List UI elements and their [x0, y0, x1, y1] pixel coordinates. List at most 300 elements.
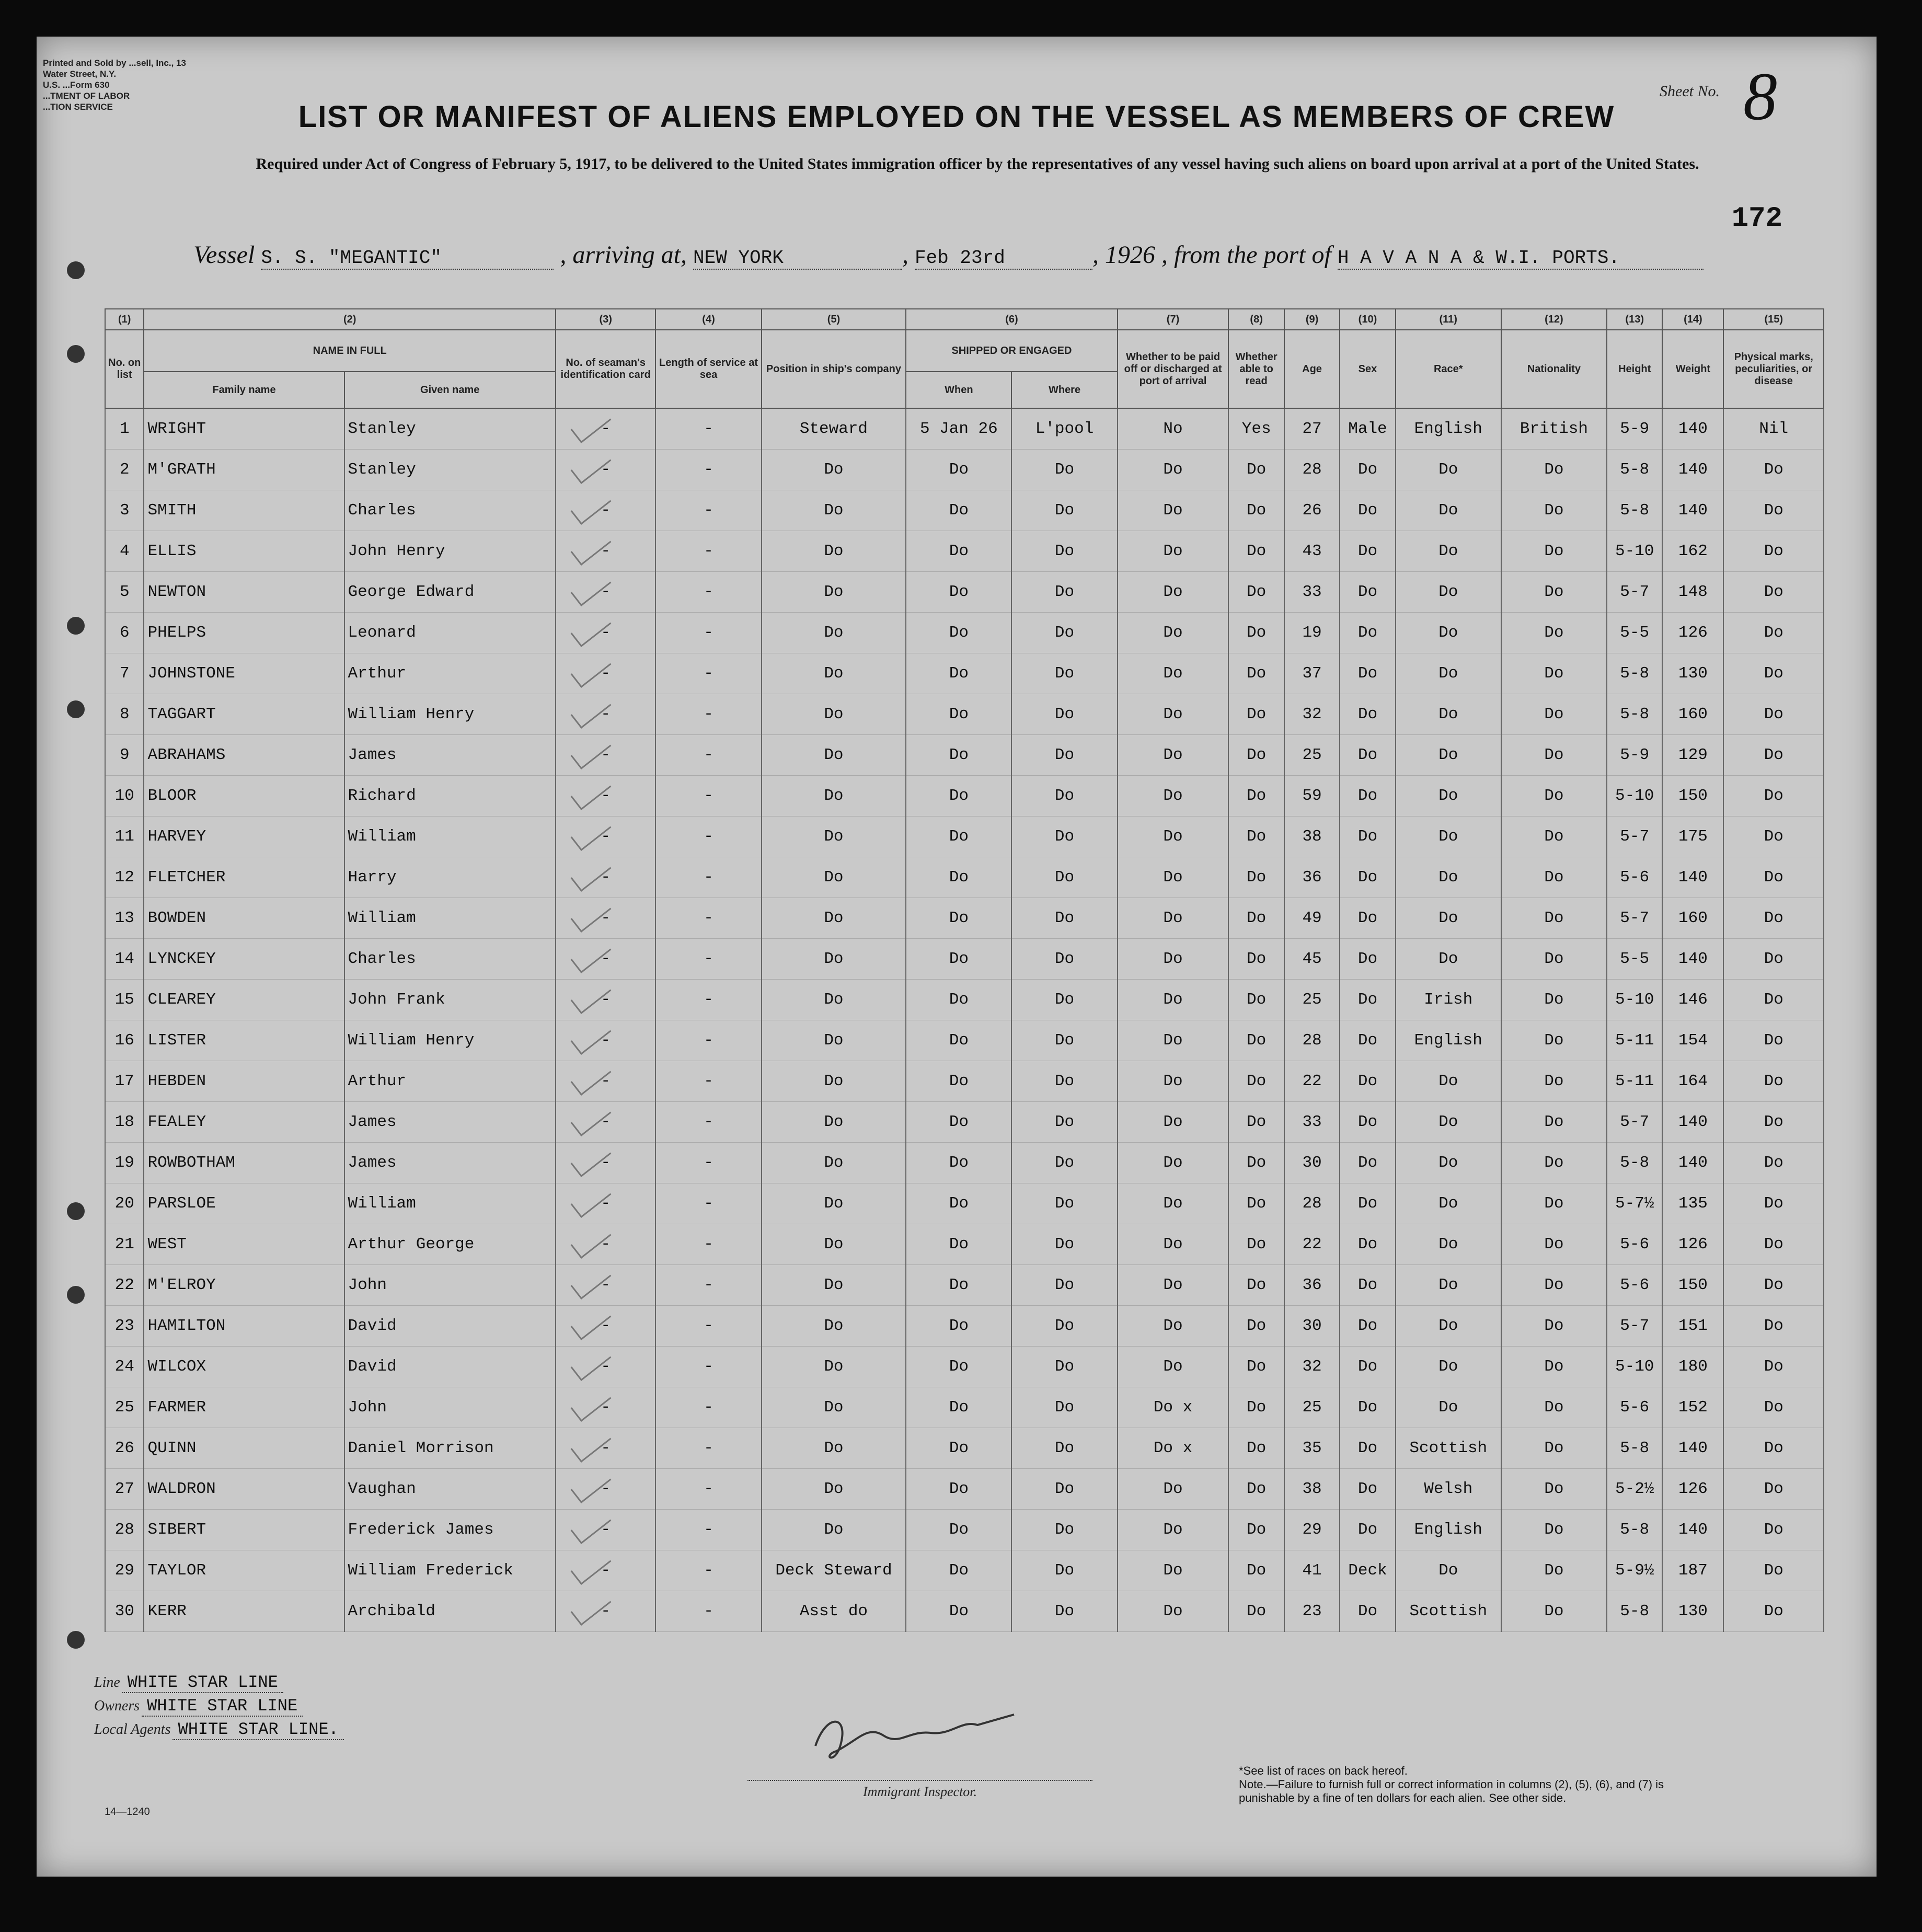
physical-marks-cell: Do — [1723, 572, 1824, 613]
given-name-cell: Harry — [344, 857, 556, 898]
col-header-weight: Weight — [1662, 330, 1723, 408]
shipped-when-cell: Do — [906, 1591, 1011, 1632]
seaman-card-cell: - — [556, 1143, 656, 1183]
age-cell: 25 — [1284, 735, 1340, 776]
arriving-label: , arriving at, — [560, 241, 687, 269]
sex-cell: Do — [1340, 1183, 1395, 1224]
shipped-where-cell: Do — [1011, 490, 1117, 531]
age-cell: 23 — [1284, 1591, 1340, 1632]
able-to-read-cell: Yes — [1228, 408, 1284, 450]
race-cell: Do — [1396, 613, 1501, 653]
sex-cell: Male — [1340, 408, 1395, 450]
service-length-cell: - — [655, 1387, 761, 1428]
col-header-given: Given name — [344, 372, 556, 408]
race-cell: Do — [1396, 1347, 1501, 1387]
shipped-where-cell: Do — [1011, 816, 1117, 857]
family-name-cell: PARSLOE — [144, 1183, 344, 1224]
sex-cell: Do — [1340, 1347, 1395, 1387]
shipped-where-cell: Do — [1011, 1020, 1117, 1061]
weight-cell: 187 — [1662, 1550, 1723, 1591]
nationality-cell: Do — [1501, 1428, 1607, 1469]
paid-off-cell: Do — [1118, 1306, 1229, 1347]
col-header-shipped: SHIPPED OR ENGAGED — [906, 330, 1117, 372]
service-length-cell: - — [655, 980, 761, 1020]
table-row — [105, 1020, 1824, 1061]
row-number-cell: 6 — [105, 613, 144, 653]
sex-cell: Do — [1340, 776, 1395, 816]
physical-marks-cell: Do — [1723, 1510, 1824, 1550]
height-cell: 5-2½ — [1607, 1469, 1662, 1510]
able-to-read-cell: Do — [1228, 531, 1284, 572]
seaman-card-cell: - — [556, 450, 656, 490]
sex-cell: Do — [1340, 1387, 1395, 1428]
shipped-where-cell: Do — [1011, 531, 1117, 572]
row-number-cell: 2 — [105, 450, 144, 490]
race-cell: Welsh — [1396, 1469, 1501, 1510]
family-name-cell: M'GRATH — [144, 450, 344, 490]
age-cell: 26 — [1284, 490, 1340, 531]
row-number-cell: 4 — [105, 531, 144, 572]
physical-marks-cell: Do — [1723, 816, 1824, 857]
shipped-where-cell: Do — [1011, 776, 1117, 816]
ship-position-cell: Do — [762, 1102, 906, 1143]
service-length-cell: - — [655, 490, 761, 531]
service-length-cell: - — [655, 694, 761, 735]
shipped-where-cell: Do — [1011, 1061, 1117, 1102]
seaman-card-cell: - — [556, 735, 656, 776]
ship-position-cell: Asst do — [762, 1591, 906, 1632]
table-row — [105, 450, 1824, 490]
col-number: (3) — [556, 309, 656, 330]
col-header-marks: Physical marks, peculiarities, or disease — [1723, 330, 1824, 408]
sex-cell: Do — [1340, 1020, 1395, 1061]
table-row — [105, 1306, 1824, 1347]
weight-cell: 140 — [1662, 1510, 1723, 1550]
able-to-read-cell: Do — [1228, 857, 1284, 898]
ship-position-cell: Do — [762, 1020, 906, 1061]
race-cell: English — [1396, 1510, 1501, 1550]
age-cell: 27 — [1284, 408, 1340, 450]
shipped-where-cell: Do — [1011, 1183, 1117, 1224]
col-header-name: NAME IN FULL — [144, 330, 555, 372]
weight-cell: 140 — [1662, 1428, 1723, 1469]
family-name-cell: HARVEY — [144, 816, 344, 857]
shipped-when-cell: Do — [906, 735, 1011, 776]
shipped-where-cell: Do — [1011, 694, 1117, 735]
shipped-where-cell: Do — [1011, 735, 1117, 776]
race-cell: Do — [1396, 450, 1501, 490]
shipped-when-cell: Do — [906, 1020, 1011, 1061]
physical-marks-cell: Do — [1723, 1387, 1824, 1428]
row-number-cell: 28 — [105, 1510, 144, 1550]
height-cell: 5-8 — [1607, 1591, 1662, 1632]
given-name-cell: William Henry — [344, 694, 556, 735]
agents-label: Local Agents — [94, 1721, 171, 1738]
height-cell: 5-9 — [1607, 735, 1662, 776]
table-row — [105, 1224, 1824, 1265]
manifest-rows — [105, 408, 1824, 1632]
height-cell: 5-7 — [1607, 572, 1662, 613]
sex-cell: Do — [1340, 613, 1395, 653]
family-name-cell: LISTER — [144, 1020, 344, 1061]
service-length-cell: - — [655, 1020, 761, 1061]
inspector-label: Immigrant Inspector. — [747, 1780, 1092, 1800]
ship-position-cell: Do — [762, 1061, 906, 1102]
table-row — [105, 776, 1824, 816]
height-cell: 5-9 — [1607, 408, 1662, 450]
row-number-cell: 18 — [105, 1102, 144, 1143]
ship-position-cell: Do — [762, 1224, 906, 1265]
seaman-card-cell: - — [556, 613, 656, 653]
seaman-card-cell: - — [556, 1591, 656, 1632]
weight-cell: 126 — [1662, 613, 1723, 653]
able-to-read-cell: Do — [1228, 694, 1284, 735]
physical-marks-cell: Do — [1723, 898, 1824, 939]
sex-cell: Do — [1340, 939, 1395, 980]
service-length-cell: - — [655, 898, 761, 939]
row-number-cell: 26 — [105, 1428, 144, 1469]
row-number-cell: 13 — [105, 898, 144, 939]
penalty-note: Note.—Failure to furnish full or correct information in columns (2), (5), (6), and (7) is punishable by a fine of ten dollars for each alien. See other side. — [1239, 1778, 1664, 1804]
physical-marks-cell: Do — [1723, 613, 1824, 653]
ship-position-cell: Do — [762, 1183, 906, 1224]
family-name-cell: WRIGHT — [144, 408, 344, 450]
weight-cell: 130 — [1662, 653, 1723, 694]
nationality-cell: Do — [1501, 1265, 1607, 1306]
seaman-card-cell: - — [556, 490, 656, 531]
col-number: (9) — [1284, 309, 1340, 330]
physical-marks-cell: Do — [1723, 1265, 1824, 1306]
ship-position-cell: Do — [762, 1510, 906, 1550]
able-to-read-cell: Do — [1228, 1510, 1284, 1550]
age-cell: 36 — [1284, 857, 1340, 898]
table-row — [105, 1510, 1824, 1550]
shipped-when-cell: Do — [906, 1306, 1011, 1347]
physical-marks-cell: Do — [1723, 857, 1824, 898]
sex-cell: Do — [1340, 653, 1395, 694]
able-to-read-cell: Do — [1228, 816, 1284, 857]
row-number-cell: 7 — [105, 653, 144, 694]
given-name-cell: David — [344, 1306, 556, 1347]
col-number: (10) — [1340, 309, 1395, 330]
col-number: (7) — [1118, 309, 1229, 330]
manifest-sheet — [37, 37, 1877, 1877]
race-cell: Scottish — [1396, 1591, 1501, 1632]
punch-hole — [67, 345, 85, 363]
given-name-cell: Charles — [344, 939, 556, 980]
race-cell: Do — [1396, 572, 1501, 613]
owners-value: WHITE STAR LINE — [142, 1696, 303, 1717]
height-cell: 5-7 — [1607, 898, 1662, 939]
able-to-read-cell: Do — [1228, 776, 1284, 816]
row-number-cell: 20 — [105, 1183, 144, 1224]
nationality-cell: Do — [1501, 980, 1607, 1020]
col-header-no: No. on list — [105, 330, 144, 408]
row-number-cell: 19 — [105, 1143, 144, 1183]
height-cell: 5-11 — [1607, 1020, 1662, 1061]
service-length-cell: - — [655, 735, 761, 776]
service-length-cell: - — [655, 1061, 761, 1102]
height-cell: 5-8 — [1607, 1510, 1662, 1550]
able-to-read-cell: Do — [1228, 1387, 1284, 1428]
row-number-cell: 9 — [105, 735, 144, 776]
height-cell: 5-8 — [1607, 450, 1662, 490]
height-cell: 5-8 — [1607, 490, 1662, 531]
paid-off-cell: Do — [1118, 816, 1229, 857]
seaman-card-cell: - — [556, 939, 656, 980]
table-row — [105, 694, 1824, 735]
paid-off-cell: Do — [1118, 1510, 1229, 1550]
shipped-where-cell: Do — [1011, 1143, 1117, 1183]
row-number-cell: 17 — [105, 1061, 144, 1102]
col-header-paid: Whether to be paid off or discharged at port of arrival — [1118, 330, 1229, 408]
shipped-when-cell: Do — [906, 1347, 1011, 1387]
age-cell: 28 — [1284, 1020, 1340, 1061]
service-length-cell: - — [655, 408, 761, 450]
col-number: (2) — [144, 309, 555, 330]
sex-cell: Do — [1340, 1265, 1395, 1306]
given-name-cell: Charles — [344, 490, 556, 531]
family-name-cell: JOHNSTONE — [144, 653, 344, 694]
service-length-cell: - — [655, 1102, 761, 1143]
seaman-card-cell: - — [556, 1387, 656, 1428]
physical-marks-cell: Do — [1723, 735, 1824, 776]
race-note: *See list of races on back hereof. — [1239, 1764, 1408, 1777]
weight-cell: 152 — [1662, 1387, 1723, 1428]
family-name-cell: PHELPS — [144, 613, 344, 653]
shipped-where-cell: Do — [1011, 939, 1117, 980]
table-row — [105, 980, 1824, 1020]
given-name-cell: George Edward — [344, 572, 556, 613]
nationality-cell: British — [1501, 408, 1607, 450]
col-number: (15) — [1723, 309, 1824, 330]
family-name-cell: ABRAHAMS — [144, 735, 344, 776]
shipped-where-cell: Do — [1011, 1224, 1117, 1265]
row-number-cell: 25 — [105, 1387, 144, 1428]
height-cell: 5-7½ — [1607, 1183, 1662, 1224]
shipped-where-cell: L'pool — [1011, 408, 1117, 450]
given-name-cell: William — [344, 898, 556, 939]
family-name-cell: KERR — [144, 1591, 344, 1632]
table-row — [105, 1387, 1824, 1428]
family-name-cell: FARMER — [144, 1387, 344, 1428]
row-number-cell: 5 — [105, 572, 144, 613]
sex-cell: Do — [1340, 816, 1395, 857]
given-name-cell: James — [344, 1143, 556, 1183]
sex-cell: Do — [1340, 1143, 1395, 1183]
height-cell: 5-8 — [1607, 1428, 1662, 1469]
physical-marks-cell: Do — [1723, 694, 1824, 735]
sheet-number: 8 — [1743, 59, 1777, 134]
family-name-cell: FLETCHER — [144, 857, 344, 898]
row-number-cell: 11 — [105, 816, 144, 857]
col-header-service: Length of service at sea — [655, 330, 761, 408]
able-to-read-cell: Do — [1228, 1265, 1284, 1306]
row-number-cell: 27 — [105, 1469, 144, 1510]
service-length-cell: - — [655, 450, 761, 490]
sex-cell: Do — [1340, 450, 1395, 490]
weight-cell: 140 — [1662, 1143, 1723, 1183]
nationality-cell: Do — [1501, 1020, 1607, 1061]
shipped-when-cell: Do — [906, 572, 1011, 613]
shipped-where-cell: Do — [1011, 857, 1117, 898]
able-to-read-cell: Do — [1228, 1020, 1284, 1061]
height-cell: 5-7 — [1607, 1102, 1662, 1143]
paid-off-cell: Do — [1118, 1061, 1229, 1102]
age-cell: 38 — [1284, 1469, 1340, 1510]
shipped-where-cell: Do — [1011, 1265, 1117, 1306]
punch-hole — [67, 1286, 85, 1304]
table-row — [105, 1143, 1824, 1183]
ship-position-cell: Do — [762, 857, 906, 898]
paid-off-cell: Do — [1118, 653, 1229, 694]
line-label: Line — [94, 1674, 120, 1690]
family-name-cell: FEALEY — [144, 1102, 344, 1143]
sheet-number-label: Sheet No. — [1660, 83, 1720, 100]
physical-marks-cell: Do — [1723, 1550, 1824, 1591]
sex-cell: Do — [1340, 735, 1395, 776]
weight-cell: 140 — [1662, 939, 1723, 980]
given-name-cell: Archibald — [344, 1591, 556, 1632]
table-row — [105, 572, 1824, 613]
seaman-card-cell: - — [556, 1224, 656, 1265]
row-number-cell: 1 — [105, 408, 144, 450]
shipped-when-cell: Do — [906, 1183, 1011, 1224]
punch-hole — [67, 1202, 85, 1220]
race-cell: Do — [1396, 1387, 1501, 1428]
age-cell: 22 — [1284, 1224, 1340, 1265]
col-header-when: When — [906, 372, 1011, 408]
given-name-cell: Stanley — [344, 450, 556, 490]
race-cell: Do — [1396, 1102, 1501, 1143]
col-number: (14) — [1662, 309, 1723, 330]
family-name-cell: SMITH — [144, 490, 344, 531]
ship-position-cell: Do — [762, 1306, 906, 1347]
paid-off-cell: No — [1118, 408, 1229, 450]
service-length-cell: - — [655, 857, 761, 898]
able-to-read-cell: Do — [1228, 572, 1284, 613]
given-name-cell: John — [344, 1265, 556, 1306]
race-cell: English — [1396, 408, 1501, 450]
ship-position-cell: Do — [762, 1143, 906, 1183]
weight-cell: 140 — [1662, 408, 1723, 450]
race-cell: Do — [1396, 735, 1501, 776]
service-length-cell: - — [655, 1428, 761, 1469]
service-length-cell: - — [655, 1306, 761, 1347]
weight-cell: 140 — [1662, 857, 1723, 898]
weight-cell: 150 — [1662, 1265, 1723, 1306]
nationality-cell: Do — [1501, 1061, 1607, 1102]
col-number: (6) — [906, 309, 1117, 330]
shipped-where-cell: Do — [1011, 1428, 1117, 1469]
weight-cell: 135 — [1662, 1183, 1723, 1224]
paid-off-cell: Do x — [1118, 1428, 1229, 1469]
row-number-cell: 30 — [105, 1591, 144, 1632]
row-number-cell: 14 — [105, 939, 144, 980]
seaman-card-cell: - — [556, 408, 656, 450]
shipped-when-cell: Do — [906, 531, 1011, 572]
able-to-read-cell: Do — [1228, 450, 1284, 490]
vessel-name: S. S. "MEGANTIC" — [261, 247, 554, 270]
weight-cell: 162 — [1662, 531, 1723, 572]
race-cell: Do — [1396, 1183, 1501, 1224]
shipped-when-cell: Do — [906, 980, 1011, 1020]
able-to-read-cell: Do — [1228, 1061, 1284, 1102]
shipped-where-cell: Do — [1011, 1102, 1117, 1143]
weight-cell: 160 — [1662, 694, 1723, 735]
table-row — [105, 1550, 1824, 1591]
able-to-read-cell: Do — [1228, 1183, 1284, 1224]
col-number: (13) — [1607, 309, 1662, 330]
weight-cell: 151 — [1662, 1306, 1723, 1347]
seaman-card-cell: - — [556, 1020, 656, 1061]
ship-position-cell: Do — [762, 490, 906, 531]
height-cell: 5-8 — [1607, 653, 1662, 694]
row-number-cell: 29 — [105, 1550, 144, 1591]
ship-position-cell: Do — [762, 450, 906, 490]
seaman-card-cell: - — [556, 816, 656, 857]
able-to-read-cell: Do — [1228, 1550, 1284, 1591]
ship-position-cell: Do — [762, 939, 906, 980]
family-name-cell: WALDRON — [144, 1469, 344, 1510]
shipped-when-cell: Do — [906, 857, 1011, 898]
race-cell: Scottish — [1396, 1428, 1501, 1469]
seaman-card-cell: - — [556, 572, 656, 613]
able-to-read-cell: Do — [1228, 980, 1284, 1020]
ship-position-cell: Do — [762, 816, 906, 857]
race-cell: English — [1396, 1020, 1501, 1061]
row-number-cell: 24 — [105, 1347, 144, 1387]
nationality-cell: Do — [1501, 1347, 1607, 1387]
able-to-read-cell: Do — [1228, 1591, 1284, 1632]
seaman-card-cell: - — [556, 1265, 656, 1306]
nationality-cell: Do — [1501, 898, 1607, 939]
family-name-cell: CLEAREY — [144, 980, 344, 1020]
given-name-cell: Daniel Morrison — [344, 1428, 556, 1469]
col-number: (4) — [655, 309, 761, 330]
physical-marks-cell: Nil — [1723, 408, 1824, 450]
shipped-when-cell: Do — [906, 450, 1011, 490]
col-header-where: Where — [1011, 372, 1117, 408]
height-cell: 5-5 — [1607, 939, 1662, 980]
given-name-cell: William Henry — [344, 1020, 556, 1061]
paid-off-cell: Do — [1118, 450, 1229, 490]
shipped-where-cell: Do — [1011, 613, 1117, 653]
sex-cell: Do — [1340, 490, 1395, 531]
physical-marks-cell: Do — [1723, 1143, 1824, 1183]
age-cell: 22 — [1284, 1061, 1340, 1102]
race-cell: Do — [1396, 776, 1501, 816]
able-to-read-cell: Do — [1228, 939, 1284, 980]
shipped-where-cell: Do — [1011, 1591, 1117, 1632]
paid-off-cell: Do — [1118, 1143, 1229, 1183]
nationality-cell: Do — [1501, 939, 1607, 980]
inspector-signature — [805, 1709, 1025, 1762]
arrival-port: NEW YORK — [693, 247, 902, 270]
shipped-where-cell: Do — [1011, 1347, 1117, 1387]
paid-off-cell: Do — [1118, 1591, 1229, 1632]
able-to-read-cell: Do — [1228, 1224, 1284, 1265]
nationality-cell: Do — [1501, 1102, 1607, 1143]
given-name-cell: Arthur — [344, 653, 556, 694]
nationality-cell: Do — [1501, 1306, 1607, 1347]
race-cell: Do — [1396, 939, 1501, 980]
seaman-card-cell: - — [556, 980, 656, 1020]
given-name-cell: David — [344, 1347, 556, 1387]
shipped-when-cell: Do — [906, 1469, 1011, 1510]
weight-cell: 140 — [1662, 450, 1723, 490]
table-row — [105, 1591, 1824, 1632]
